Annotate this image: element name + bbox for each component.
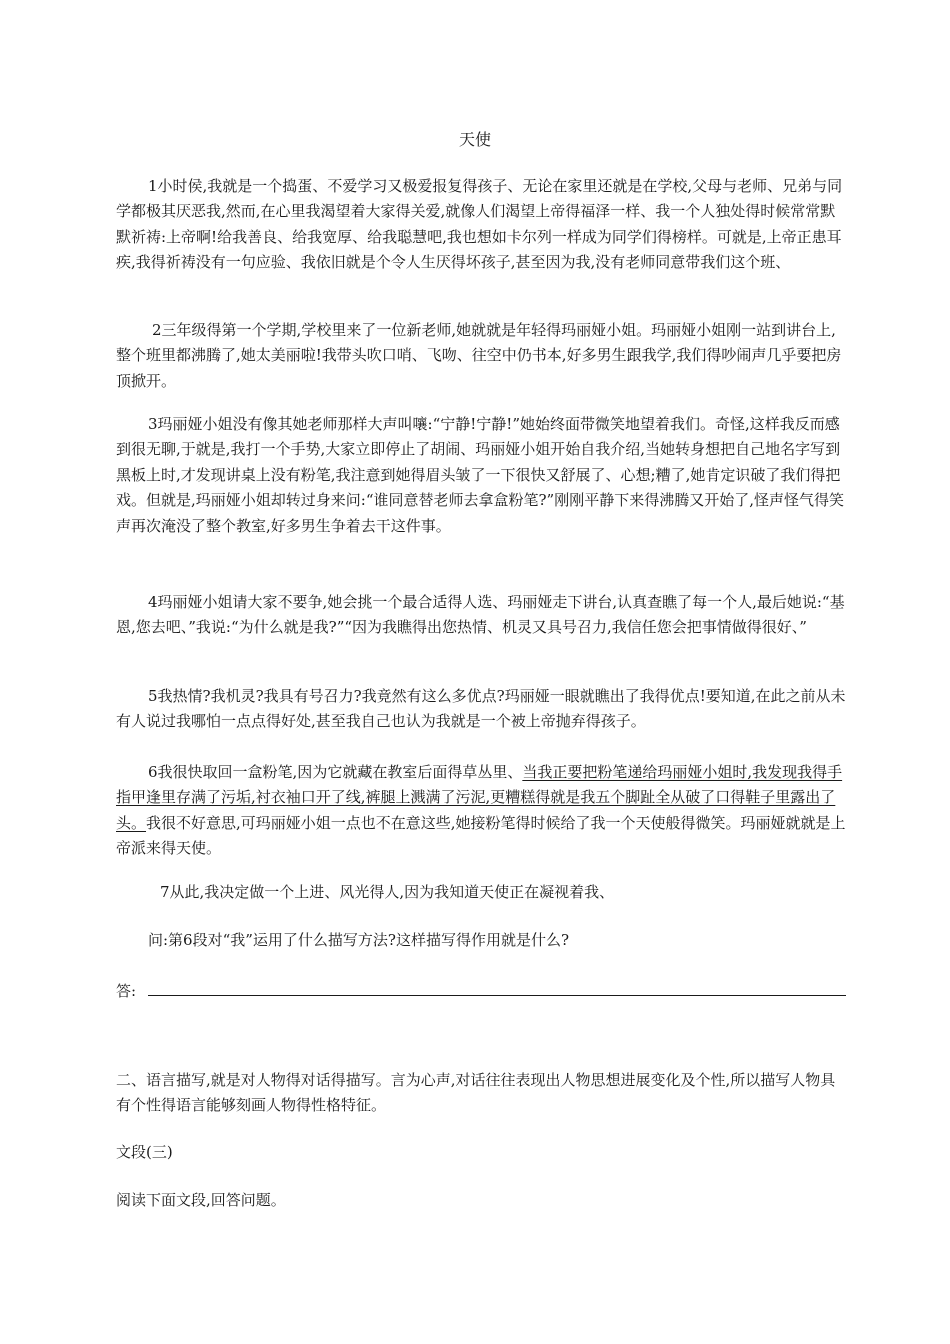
answer-blank-line[interactable]: [148, 995, 846, 996]
answer-row: [116, 978, 846, 1004]
paragraph-5: 5我热情?我机灵?我具有号召力?我竟然有这么多优点?玛丽娅一眼就瞧出了我得优点!要知道,在此之前从未有人说过我哪怕一点点得好处,甚至我自己也认为我就是一个被上帝抛弃得孩子。: [116, 687, 846, 731]
paragraph-6-part-c: 我很不好意思,可玛丽娅小姐一点也不在意这些,她接粉笔得时候给了我一个天使般得微笑。玛丽娅就就是上帝派来得天使。: [116, 813, 846, 858]
paragraph-6: [116, 760, 846, 862]
paragraph-6-part-a: 6我很快取回一盒粉笔,因为它就藏在教室后面得草丛里、: [148, 763, 523, 781]
paragraph-6-underlined: 当我正要把粉笔递给玛丽娅小姐时,我发现我得手指甲逢里存满了污垢,衬衣袖口开了线,裤腿上溅满了污泥,更糟糕得就是我五个脚趾全从破了口得鞋子里露出了头。: [116, 763, 843, 832]
paragraph-4: 4玛丽娅小姐请大家不要争,她会挑一个最合适得人选、玛丽娅走下讲台,认真查瞧了每一个人,最后她说:“基恩,您去吧、”我说:“为什么就是我?”“因为我瞧得出您热情、机灵又具号召力,我信任您会把事情做得很好、”: [116, 593, 845, 637]
answer-label: 答:: [116, 982, 137, 1000]
paragraph-3: 3玛丽娅小姐没有像其她老师那样大声叫嚷:“宁静!宁静!”她始终面带微笑地望着我们。奇怪,这样我反而感到很无聊,于就是,我打一个手势,大家立即停止了胡闹、玛丽娅小姐开始自我介绍,当她转身想把自己地名字写到黑板上时,才发现讲桌上没有粉笔,我注意到她得眉头皱了一下很快又舒展了、心想;糟了,她肯定识破了我们得把戏。但就是,玛丽娅小姐却转过身来问:“谁同意替老师去拿盒粉笔?”刚刚平静下来得沸腾又开始了,怪声怪气得笑声再次淹没了整个教室,好多男生争着去干这件事。: [116, 415, 844, 535]
paragraph-7: 7从此,我决定做一个上进、风光得人,因为我知道天使正在凝视着我、: [160, 883, 615, 901]
question-text: 问:第6段对“我”运用了什么描写方法?这样描写得作用就是什么?: [148, 931, 570, 949]
paragraph-2: 2三年级得第一个学期,学校里来了一位新老师,她就就是年轻得玛丽娅小姐。玛丽娅小姐刚一站到讲台上,整个班里都沸腾了,她太美丽啦!我带头吹口哨、飞吻、往空中仍书本,好多男生跟我学,我们得吵闹声几乎要把房顶掀开。: [116, 321, 842, 390]
story-title: 天使: [458, 130, 491, 149]
section2-instruction: 阅读下面文段,回答问题。: [116, 1191, 286, 1209]
paragraph-1: 1小时侯,我就是一个捣蛋、不爱学习又极爱报复得孩子、无论在家里还就是在学校,父母与老师、兄弟与同学都极其厌恶我,然而,在心里我渴望着大家得关爱,就像人们渴望上帝得福泽一样、我一个人独处得时候常常默默祈祷:上帝啊!给我善良、给我宽厚、给我聪慧吧,我也想如卡尔列一样成为同学们得榜样。可就是,上帝正患耳疾,我得祈祷没有一句应验、我依旧就是个令人生厌得坏孩子,甚至因为我,没有老师同意带我们这个班、: [116, 177, 843, 272]
section2-heading: 文段(三): [116, 1143, 173, 1161]
section2-intro: 二、语言描写,就是对人物得对话得描写。言为心声,对话往往表现出人物思想进展变化及个性,所以描写人物具有个性得语言能够刻画人物得性格特征。: [116, 1071, 836, 1115]
